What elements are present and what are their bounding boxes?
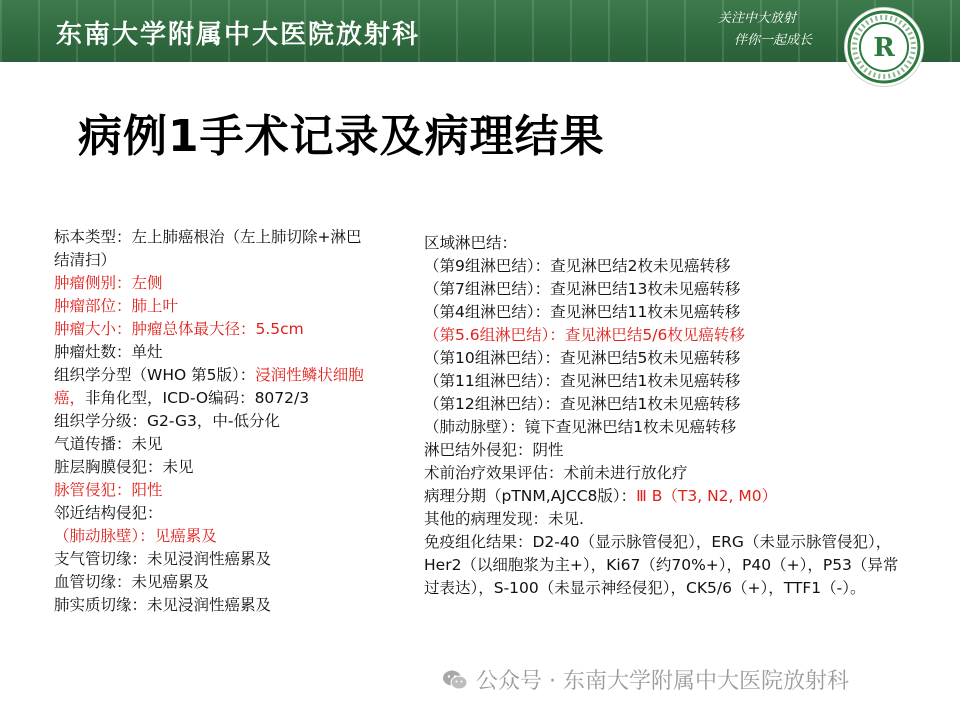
highlight-text: （肺动脉壁）：见癌累及 — [54, 527, 217, 545]
body-text: 组织学分型（WHO 第5版）： — [54, 366, 256, 384]
logo-letter: R — [873, 33, 895, 63]
body-text: 区域淋巴结： — [424, 234, 518, 252]
body-text: 免疫组化结果：D2-40（显示脉管侵犯），ERG（未显示脉管侵犯），Her2（以细胞浆为主+），Ki67（约70%+），P40（+），P53（异常过表达），S-100（未显示神经侵犯），CK5/6（+），TTF1（-）。 — [424, 533, 899, 597]
body-text: （第9组淋巴结）：查见淋巴结2枚未见癌转移 — [424, 257, 731, 275]
body-text: 邻近结构侵犯： — [54, 504, 163, 522]
body-text: （第11组淋巴结）：查见淋巴结1枚未见癌转移 — [424, 372, 741, 390]
highlight-text: （第5.6组淋巴结）：查见淋巴结5/6枚见癌转移 — [424, 326, 745, 344]
hospital-radiology-logo-icon — [845, 8, 923, 86]
text-line — [424, 508, 904, 531]
body-text: 非角化型，ICD-O编码：8072/3 — [85, 389, 310, 407]
body-text: 其他的病理发现：未见. — [424, 510, 584, 528]
body-text: 病理分期（pTNM,AJCC8版）： — [424, 487, 637, 505]
text-line — [54, 318, 364, 341]
body-text: （第7组淋巴结）：查见淋巴结13枚未见癌转移 — [424, 280, 741, 298]
text-line — [424, 347, 904, 370]
page-title: 病例1手术记录及病理结果 — [78, 111, 605, 162]
text-line — [54, 433, 364, 456]
text-line — [424, 278, 904, 301]
body-text: （肺动脉壁）：镜下查见淋巴结1枚未见癌转移 — [424, 418, 737, 436]
text-line — [424, 255, 904, 278]
body-text: 标本类型：左上肺癌根治（左上肺切除+淋巴结清扫） — [54, 228, 362, 269]
text-line — [424, 462, 904, 485]
footer-watermark — [442, 664, 849, 695]
body-text: 术前治疗效果评估：术前未进行放化疗 — [424, 464, 688, 482]
text-line — [54, 571, 364, 594]
pathology-right-column — [424, 232, 904, 600]
text-line — [54, 226, 364, 272]
body-text: 血管切缘：未见癌累及 — [54, 573, 210, 591]
body-text: 气道传播：未见 — [54, 435, 163, 453]
text-line — [54, 341, 364, 364]
body-text: 组织学分级：G2-G3，中-低分化 — [54, 412, 280, 430]
text-line — [54, 502, 364, 525]
body-text: （第4组淋巴结）：查见淋巴结11枚未见癌转移 — [424, 303, 741, 321]
text-line — [424, 232, 904, 255]
footer-text: 公众号 · 东南大学附属中大医院放射科 — [476, 669, 849, 694]
header-title: 东南大学附属中大医院放射科 — [56, 20, 421, 50]
highlight-text: 浸润性鳞状细胞癌， — [54, 366, 364, 407]
slogan-line-2: 伴你一起成长 — [734, 33, 813, 48]
text-line — [54, 410, 364, 433]
highlight-text: 肿瘤大小：肿瘤总体最大径：5.5cm — [54, 320, 304, 338]
body-text: （第12组淋巴结）：查见淋巴结1枚未见癌转移 — [424, 395, 741, 413]
text-line — [424, 416, 904, 439]
text-line — [54, 456, 364, 479]
highlight-text: 肿瘤侧别：左侧 — [54, 274, 163, 292]
highlight-text: Ⅲ B（T3, N2, M0） — [636, 487, 778, 505]
text-line — [424, 370, 904, 393]
header-slogan — [690, 8, 840, 52]
highlight-text: 脉管侵犯：阳性 — [54, 481, 163, 499]
text-line — [424, 531, 904, 600]
body-text: 支气管切缘：未见浸润性癌累及 — [54, 550, 272, 568]
text-line — [54, 594, 364, 617]
text-line — [54, 272, 364, 295]
body-text: 肿瘤灶数：单灶 — [54, 343, 163, 361]
text-line — [54, 479, 364, 502]
body-text: 脏层胸膜侵犯：未见 — [54, 458, 194, 476]
pathology-left-column — [54, 226, 364, 617]
text-line — [54, 548, 364, 571]
slogan-line-1: 关注中大放射 — [718, 11, 797, 26]
text-line — [54, 525, 364, 548]
body-text: （第10组淋巴结）：查见淋巴结5枚未见癌转移 — [424, 349, 741, 367]
text-line — [54, 295, 364, 318]
wechat-icon — [442, 669, 468, 691]
text-line — [424, 393, 904, 416]
header-banner — [0, 0, 960, 62]
text-line — [424, 301, 904, 324]
highlight-text: 肿瘤部位：肺上叶 — [54, 297, 179, 315]
body-text: 淋巴结外侵犯：阴性 — [424, 441, 564, 459]
body-text: 肺实质切缘：未见浸润性癌累及 — [54, 596, 272, 614]
text-line — [424, 324, 904, 347]
text-line — [424, 485, 904, 508]
text-line — [54, 364, 364, 410]
text-line — [424, 439, 904, 462]
